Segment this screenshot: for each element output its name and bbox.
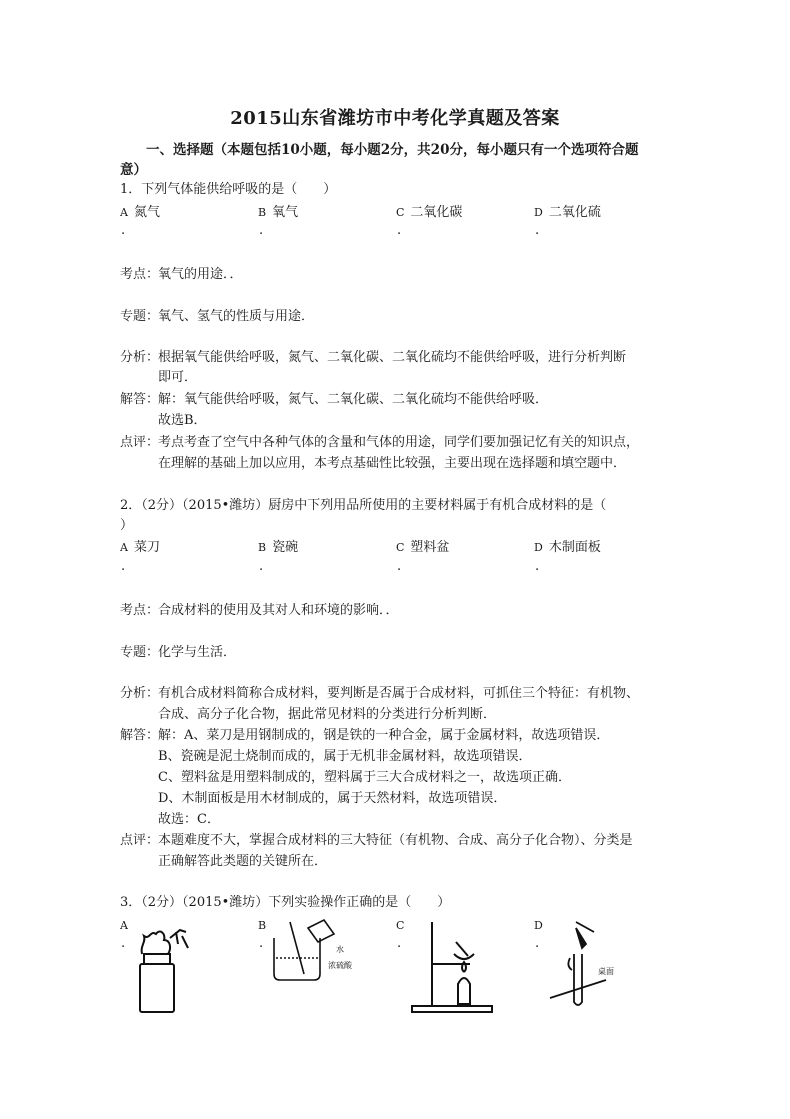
q1-kaodian-label: 考点： bbox=[120, 267, 160, 282]
figure-d-dropper bbox=[546, 918, 626, 1018]
q2-option-d[interactable]: D 木制面板 bbox=[534, 540, 601, 555]
q1-jieda-line1: 解：氧气能供给呼吸，氮气、二氧化碳、二氧化硫均不能供给呼吸． bbox=[158, 392, 549, 407]
q2-fenxi-label: 分析： bbox=[120, 686, 160, 701]
figure-b-dilution bbox=[268, 918, 378, 988]
q1-fenxi-line1: 根据氧气能供给呼吸，氮气、二氧化碳、二氧化硫均不能供给呼吸，进行分析判断 bbox=[158, 350, 627, 365]
stir-rod bbox=[456, 942, 468, 956]
q1-option-d[interactable]: D 二氧化硫 bbox=[534, 205, 601, 220]
q3-option-b[interactable]: B bbox=[258, 919, 267, 932]
option-dot: . bbox=[397, 936, 402, 951]
q1-jieda-label: 解答： bbox=[120, 392, 160, 407]
q1-fenxi-line2: 即可． bbox=[158, 370, 198, 385]
question-2-stem-line1: 2．（2分）（2015•潍坊）厨房中下列用品所使用的主要材料属于有机合成材料的是（ bbox=[120, 498, 607, 513]
option-dot: . bbox=[397, 223, 402, 238]
q1-option-c[interactable]: C 二氧化碳 bbox=[396, 205, 463, 220]
page-title: 2015山东省潍坊市中考化学真题及答案 bbox=[230, 108, 560, 129]
q3-option-a[interactable]: A bbox=[120, 919, 128, 932]
q1-option-a[interactable]: A 氮气 bbox=[120, 205, 160, 220]
section-heading bbox=[120, 140, 680, 180]
q2-fenxi-line2: 合成、高分子化合物，据此常见材料的分类进行分析判断． bbox=[158, 707, 497, 722]
question-1-stem: 1．下列气体能供给呼吸的是（ ） bbox=[120, 182, 337, 197]
hand-waving bbox=[170, 930, 188, 948]
q1-dianping-label: 点评： bbox=[120, 435, 160, 450]
q1-zhuanti-label: 专题： bbox=[120, 309, 160, 324]
dropper bbox=[576, 928, 586, 948]
alcohol-lamp bbox=[458, 978, 470, 1004]
option-dot: . bbox=[259, 936, 264, 951]
dropper-bulb-hand bbox=[576, 922, 594, 932]
q2-dianping-label: 点评： bbox=[120, 833, 160, 848]
q1-dianping-line2: 在理解的基础上加以应用，本考点基础性比较强，主要出现在选择题和填空题中． bbox=[158, 456, 627, 471]
option-dot: . bbox=[259, 559, 264, 574]
option-dot: . bbox=[535, 936, 540, 951]
option-dot: . bbox=[121, 936, 126, 951]
q2-jieda-line4: D、木制面板是用木材制成的，属于天然材料，故选项错误． bbox=[158, 791, 507, 806]
q1-option-b[interactable]: B 氧气 bbox=[258, 205, 299, 220]
vapor-cloud bbox=[142, 932, 170, 954]
option-dot: . bbox=[397, 559, 402, 574]
q2-kaodian: 合成材料的使用及其对人和环境的影响．． bbox=[158, 603, 399, 618]
label-sulfuric-acid: 浓硫酸 bbox=[328, 961, 352, 970]
q1-zhuanti: 氧气、氢气的性质与用途． bbox=[158, 309, 315, 324]
option-dot: . bbox=[121, 223, 126, 238]
option-dot: . bbox=[259, 223, 264, 238]
section-heading-line2: 意） bbox=[120, 162, 147, 178]
table-surface bbox=[550, 980, 606, 998]
q2-dianping-line1: 本题难度不大，掌握合成材料的三大特征（有机物、合成、高分子化合物）、分类是 bbox=[158, 833, 633, 848]
q2-kaodian-label: 考点： bbox=[120, 603, 160, 618]
figure-c-heating-stand bbox=[408, 918, 498, 1016]
q2-zhuanti-label: 专题： bbox=[120, 645, 160, 660]
q2-jieda-line1: 解：A、菜刀是用钢制成的，钢是铁的一种合金，属于金属材料，故选项错误． bbox=[158, 728, 610, 743]
q2-jieda-line2: B、瓷碗是泥土烧制而成的，属于无机非金属材料，故选项错误． bbox=[158, 749, 532, 764]
q1-kaodian: 氧气的用途．． bbox=[158, 267, 243, 282]
q2-zhuanti: 化学与生活． bbox=[158, 645, 237, 660]
evaporating-dish bbox=[454, 954, 474, 959]
test-tube bbox=[574, 954, 582, 1005]
q2-fenxi-line1: 有机合成材料简称合成材料，要判断是否属于合成材料，可抓住三个特征：有机物、 bbox=[158, 686, 640, 701]
q1-dianping-line1: 考点考查了空气中各种气体的含量和气体的用途，同学们要加强记忆有关的知识点， bbox=[158, 435, 640, 450]
label-table: 桌面 bbox=[598, 967, 614, 976]
stand-base bbox=[412, 1006, 492, 1012]
q1-jieda-line2: 故选B． bbox=[158, 413, 207, 428]
hand-holding bbox=[568, 958, 572, 970]
option-dot: . bbox=[535, 559, 540, 574]
option-dot: . bbox=[121, 559, 126, 574]
q2-jieda-line5: 故选：C． bbox=[158, 812, 220, 827]
beaker bbox=[274, 938, 320, 980]
q2-jieda-line3: C、塑料盆是用塑料制成的，塑料属于三大合成材料之一，故选项正确． bbox=[158, 770, 571, 785]
bottle-neck bbox=[144, 954, 170, 964]
q2-option-b[interactable]: B 瓷碗 bbox=[258, 540, 299, 555]
q2-option-c[interactable]: C 塑料盆 bbox=[396, 540, 450, 555]
q3-option-c[interactable]: C bbox=[396, 919, 405, 932]
option-dot: . bbox=[535, 223, 540, 238]
flame bbox=[462, 962, 466, 972]
question-2-stem-line2: ） bbox=[120, 518, 134, 533]
q3-option-d[interactable]: D bbox=[534, 919, 543, 932]
q1-fenxi-label: 分析： bbox=[120, 350, 160, 365]
figure-a-bottle-smell bbox=[130, 918, 200, 1018]
q2-dianping-line2: 正确解答此类题的关键所在． bbox=[158, 854, 328, 869]
section-heading-line1: 一、选择题（本题包括10小题，每小题2分，共20分，每小题只有一个选项符合题 bbox=[146, 142, 639, 158]
question-3-stem: 3．（2分）（2015•潍坊）下列实验操作正确的是（ ） bbox=[120, 895, 451, 910]
q2-jieda-label: 解答： bbox=[120, 728, 160, 743]
label-water: 水 bbox=[336, 945, 344, 954]
pouring-vessel bbox=[308, 920, 334, 942]
q2-option-a[interactable]: A 菜刀 bbox=[120, 540, 160, 555]
glass-rod bbox=[290, 922, 304, 974]
bottle-body bbox=[140, 964, 174, 1012]
